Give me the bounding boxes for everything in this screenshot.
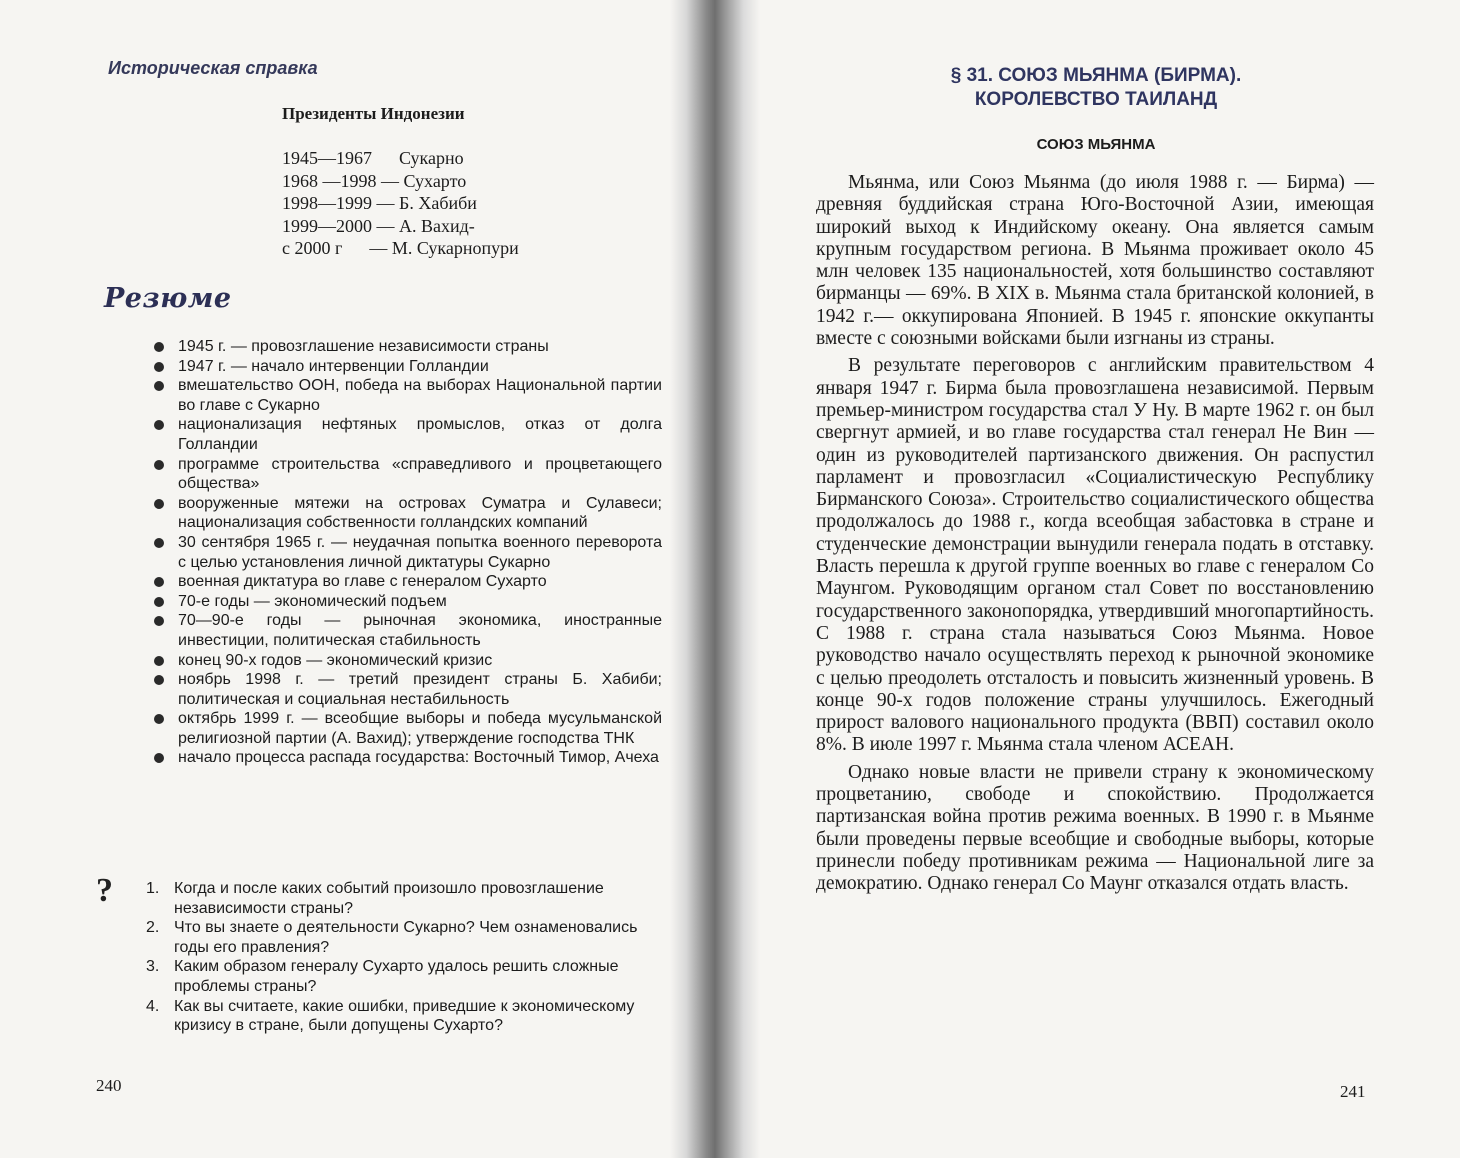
article-body (816, 172, 1374, 901)
summary-item: программе строительства «справедливого и процветающего общества» (152, 455, 662, 494)
bullet-icon (154, 538, 164, 548)
bullet-icon (154, 381, 164, 391)
summary-item: 70-е годы — экономический подъем (152, 592, 662, 612)
bullet-icon (154, 675, 164, 685)
summary-item: 1947 г. — начало интервенции Голландии (152, 357, 662, 377)
bullet-icon (154, 577, 164, 587)
president-row: 1945—1967 Сукарно (282, 148, 464, 168)
summary-item: октябрь 1999 г. — всеобщие выборы и победа мусульманской религиозной партии (А. Вахид); утверждение господства ТНК (152, 709, 662, 748)
bullet-icon (154, 460, 164, 470)
president-row: 1999—2000 — А. Вахид- (282, 215, 475, 236)
summary-list (152, 337, 662, 768)
summary-item: национализация нефтяных промыслов, отказ от долга Голландии (152, 415, 662, 454)
question-mark-icon: ? (96, 872, 113, 909)
page-number-right: 241 (1340, 1082, 1366, 1101)
presidents-title: Президенты Индонезии (282, 104, 465, 123)
presidents-list (282, 147, 519, 260)
summary-item: 1945 г. — провозглашение независимости страны (152, 337, 662, 357)
bullet-icon (154, 420, 164, 430)
summary-item: конец 90-х годов — экономический кризис (152, 651, 662, 671)
summary-item: 30 сентября 1965 г. — неудачная попытка военного переворота с целью установления личной диктатуры Сукарно (152, 533, 662, 572)
bullet-icon (154, 616, 164, 626)
paragraph: В результате переговоров с английским правительством 4 января 1947 г. Бирма была провозглашена независимой. Первым премьер-министром государства стал У Ну. В марте 1962 г. он был свергнут армией, и во главе государства стал генерал Не Вин — один из руководителей партизанского движения. Он распустил парламент и провозгласил «Социалистическую Республику Бирманского Союза». Строительство социалистического общества продолжалось до 1988 г., когда всеобщая забастовка в стране и студенческие демонстрации вынудили генерала подать в отставку. Власть перешла к другой группе военных во главе с генералом Со Маунгом. Руководящим органом стал Совет по восстановлению государственного законопорядка, утвердивший многопартийность. С 1988 г. страна стала называться Союз Мьянма. Новое руководство начало осуществлять переход к рыночной экономике с целью преодолеть отсталость и повысить жизненный уровень. В конце 90-х годов положение страны улучшилось. Ежегодный прирост валового национального продукта (ВВП) составил около 8%. В июле 1997 г. Мьянма стала членом АСЕАН. (816, 355, 1374, 756)
review-questions (146, 879, 662, 1036)
summary-item: вмешательство ООН, победа на выборах Национальной партии во главе с Сукарно (152, 376, 662, 415)
president-row: с 2000 г — М. Сукарнопури (282, 238, 519, 258)
bullet-icon (154, 753, 164, 763)
summary-item: ноябрь 1998 г. — третий президент страны Б. Хабиби; политическая и социальная нестабильность (152, 670, 662, 709)
bullet-icon (154, 499, 164, 509)
historical-reference-label: Историческая справка (108, 58, 318, 78)
bullet-icon (154, 714, 164, 724)
president-row: 1998—1999 — Б. Хабиби (282, 193, 477, 213)
president-row: 1968 —1998 — Сухарто (282, 170, 467, 191)
section-title (818, 64, 1374, 112)
book-gutter (670, 0, 760, 1158)
section-title-line: КОРОЛЕВСТВО ТАИЛАНД (974, 89, 1218, 110)
bullet-icon (154, 597, 164, 607)
paragraph: Однако новые власти не привели страну к экономическому процветанию, свободе и спокойствию. Продолжается партизанская война против режима военных. В 1990 г. в Мьянме были проведены первые всеобщие и свободные выборы, которые принесли победу противникам режима — Национальной лиге за демократию. Однако генерал Со Маунг отказался отдать власть. (816, 761, 1374, 895)
summary-item: вооруженные мятежи на островах Суматра и Сулавеси; национализация собственности голландских компаний (152, 494, 662, 533)
bullet-icon (154, 656, 164, 666)
summary-item: военная диктатура во главе с генералом Сухарто (152, 572, 662, 592)
summary-heading: Резюме (104, 283, 232, 314)
question-item: 3. Каким образом генералу Сухарто удалось решить сложные проблемы страны? (146, 958, 619, 995)
subheading: СОЮЗ МЬЯНМА (1036, 136, 1156, 153)
summary-item: 70—90-е годы — рыночная экономика, иностранные инвестиции, политическая стабильность (152, 611, 662, 650)
bullet-icon (154, 342, 164, 352)
question-item: 1. Когда и после каких событий произошло провозглашение независимости страны? (146, 880, 604, 917)
paragraph: Мьянма, или Союз Мьянма (до июля 1988 г. — Бирма) — древняя буддийская страна Юго-Восточной Азии, имеющая широкий выход к Индийскому океану. Она является самым крупным государством региона. В Мьянма проживает около 45 млн человек 135 национальностей, хотя большинство составляют бирманцы — 69%. В XIX в. Мьянма стала британской колонией, в 1942 г.— оккупирована Японией. В 1945 г. японские оккупанты вместе с союзными войсками были изгнаны из страны. (816, 172, 1374, 350)
question-item: 2. Что вы знаете о деятельности Сукарно? Чем ознаменовались годы его правления? (146, 919, 638, 956)
section-title-line: § 31. СОЮЗ МЬЯНМА (БИРМА). (950, 65, 1242, 86)
page-number-left: 240 (96, 1076, 122, 1095)
summary-item: начало процесса распада государства: Восточный Тимор, Ачеха (152, 748, 662, 768)
bullet-icon (154, 362, 164, 372)
question-item: 4. Как вы считаете, какие ошибки, приведшие к экономическому кризису в стране, были допущены Сухарто? (146, 997, 635, 1035)
